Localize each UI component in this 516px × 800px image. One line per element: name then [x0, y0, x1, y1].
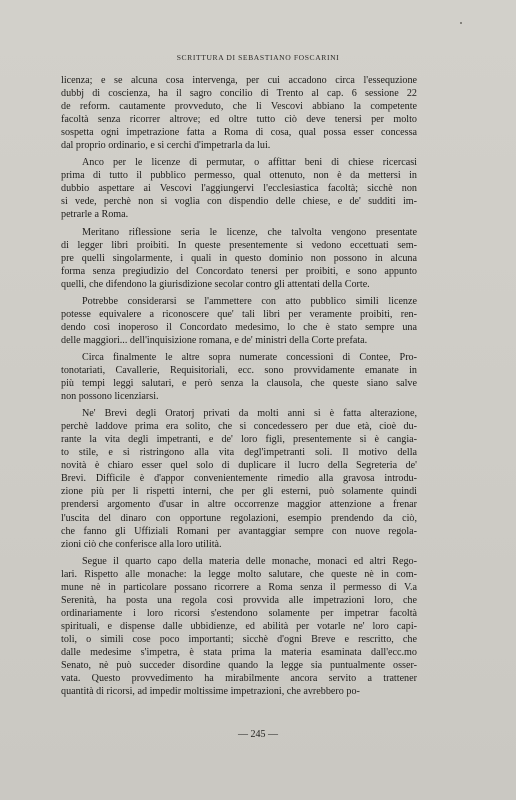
- text-line: Senato, nè può succeder disordine quando la legge sia puntualmente osser-: [61, 660, 417, 672]
- text-line: potesse equivalere a riconoscere que' tali libri per veramente proibiti, ren-: [61, 308, 417, 320]
- text-line: quelli, che difendono la giurisdizione secolar contro gli attentati della Corte.: [61, 278, 370, 290]
- text-line: petrarle a Roma.: [61, 209, 129, 221]
- text-line: rante la vita degli impetranti, e de' loro figli, presentemente si è cangia-: [61, 434, 417, 446]
- text-line: di legger libri proibiti. In queste presentemente si vedono eccettuati sem-: [61, 239, 417, 251]
- paragraph: [61, 351, 417, 403]
- page-number: — 245 —: [238, 729, 278, 740]
- text-line: forma senza pregiudizio del Concordato tenersi per proibiti, e sono appunto: [61, 265, 417, 277]
- text-line: dalle medesime s'impetra, è stata prima la materia esaminata dall'ecc.mo: [61, 646, 417, 658]
- text-line: Ne' Brevi degli Oratorj privati da molti anni si è fatta alterazione,: [82, 408, 417, 420]
- text-line: novità è chiaro esser quel solo di duplicare il lucro della Segreteria de': [61, 460, 417, 472]
- text-line: Segue il quarto capo della materia delle monache, monaci ed altri Rego-: [82, 555, 417, 567]
- text-line: Brevi. Difficile è d'appor convenientemente rimedio alla gravosa introdu-: [61, 473, 417, 485]
- paragraph: [61, 156, 417, 221]
- body-text: [61, 74, 417, 702]
- text-line: dendo così inoperoso il Concordato medesimo, lo che è stato sempre una: [61, 321, 417, 333]
- text-line: lari. Rispetto alle monache: la legge molto salutare, che queste nè in com-: [61, 568, 417, 580]
- paragraph: [61, 226, 417, 291]
- text-line: zioni ciò che conferisce alla loro utilità.: [61, 538, 222, 550]
- text-line: delle maggiori... dell'inquisizione romana, e de' ministri della Corte prefata.: [61, 334, 368, 346]
- text-line: dubbj di coscienza, ha il sagro concilio di Trento al cap. 6 sessione 22: [61, 88, 417, 100]
- text-line: toli, o simili cose poco importanti; sicchè d'ogni Breve e rescritto, che: [61, 633, 417, 645]
- text-line: de reform. cautamente provveduto, che li Vescovi abbiano la competente: [61, 101, 417, 113]
- text-line: prendersi argomento d'usar in altre occorrenze maggior attenzione a frenar: [61, 499, 417, 511]
- text-line: Anco per le licenze di permutar, o affittar beni di chiese ricercasi: [82, 157, 417, 169]
- text-line: non possono licenziarsi.: [61, 391, 159, 403]
- running-header: SCRITTURA DI SEBASTIANO FOSCARINI: [176, 53, 340, 62]
- text-line: Circa finalmente le altre sopra numerate concessioni di Contee, Pro-: [82, 351, 417, 363]
- paragraph: [61, 295, 417, 347]
- paragraph: [61, 555, 417, 699]
- text-line: dubbio aspettare ai Vescovi l'aggiungervi l'ecclesiastica facoltà; sicchè non: [61, 183, 417, 195]
- text-line: zione più per li rispetti interni, che per gli esterni, può solamente quindi: [61, 486, 417, 498]
- paper-speck: [460, 22, 462, 24]
- text-line: pre quelli singolarmente, i quali in questo dominio non possono in alcuna: [61, 252, 417, 264]
- text-line: ordinariamente i loro ricorsi s'estendono solamente per impetrar facoltà: [61, 607, 417, 619]
- paragraph: [61, 74, 417, 152]
- text-line: prima di tutto il pubblico permesso, qual ottenuto, non è da mettersi in: [61, 170, 417, 182]
- paragraph: [61, 407, 417, 551]
- text-line: quantità di ricorsi, ad impedir moltissime impetrazioni, che avrebbero po-: [61, 686, 360, 698]
- text-line: vata. Questo provvedimento ha mirabilmente ancora servito a trattener: [61, 673, 417, 685]
- text-line: Potrebbe considerarsi se l'ammettere con atto pubblico simili licenze: [82, 295, 417, 307]
- text-line: licenza; e se alcuna cosa intervenga, per cui accadono circa l'essequzione: [61, 75, 417, 86]
- text-line: to stile, e si ristringono alla vita degl'impetranti soli. Il motivo della: [61, 447, 417, 459]
- text-line: dal proprio ordinario, e si cerchi d'impetrarla da lui.: [61, 140, 271, 152]
- text-line: sospetta ogni impetrazione fatta a Roma di cosa, qual possa esser concessa: [61, 127, 417, 139]
- text-line: l'uscita del dinaro con opportune regolazioni, esempio prendendo da ciò,: [61, 512, 417, 524]
- text-line: perchè laddove prima era solito, che si concedessero per due età, cioè du-: [61, 421, 417, 433]
- text-line: facoltà senza ricorrer altrove; ed oltre tutto ciò deve tenersi per molto: [61, 114, 417, 126]
- text-line: Meritano riflessione seria le licenze, che talvolta vengono presentate: [82, 226, 417, 238]
- text-line: mune nè in particolare possano ricorrere a Roma senza il permesso di V.a: [61, 581, 417, 593]
- text-line: Serenità, ha posta una regola così provvida alle impetrazioni loro, che: [61, 594, 417, 606]
- text-line: che fanno gli Uffiziali Romani per avantaggiar sempre con nuove regola-: [61, 525, 417, 537]
- text-line: si vede, perchè non si voglia con dispendio delle chiese, e de' sudditi im-: [61, 196, 417, 208]
- text-line: tonotariati, Cavallerie, Requisitoriali, ecc. sono provvidamente emanate in: [61, 364, 417, 376]
- text-line: spirituali, e dispense dalle ubbidienze, ed abilità per votarle ne' loro capi-: [61, 620, 417, 632]
- text-line: più tempi leggi salutari, e però senza la clausola, che queste siano salve: [61, 378, 417, 390]
